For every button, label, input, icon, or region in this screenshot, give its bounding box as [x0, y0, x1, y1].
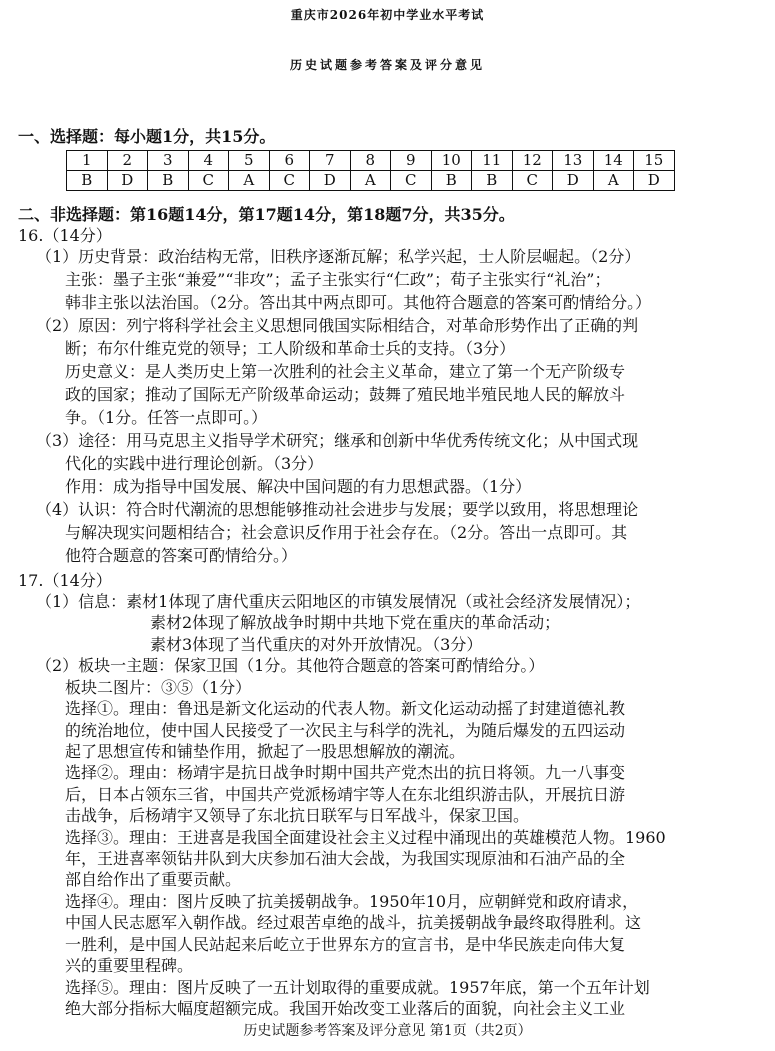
answer-line: 素材3体现了当代重庆的对外开放情况。（3分） [150, 634, 483, 654]
question-number: 5 [229, 151, 270, 171]
answer-line: 一胜利，是中国人民站起来后屹立于世界东方的宣言书，是中华民族走向伟大复 [65, 934, 626, 954]
answer-cell: D [310, 171, 351, 191]
question-number: 11 [472, 151, 513, 171]
answer-line: 主张：墨子主张“兼爱”“非攻”；孟子主张实行“仁政”；荀子主张实行“礼治”； [65, 270, 611, 289]
answer-cell: A [229, 171, 270, 191]
question-number: 4 [188, 151, 229, 171]
answer-line: 争。（1分。任答一点即可。） [65, 408, 268, 427]
answer-line: 断；布尔什维克党的领导；工人阶级和革命士兵的支持。（3分） [65, 339, 516, 358]
answer-cell: A [350, 171, 391, 191]
answer-line: 选择③。理由：王进喜是我国全面建设社会主义过程中涌现出的英雄模范人物。1960 [65, 827, 666, 847]
answer-cell: C [269, 171, 310, 191]
answer-line: 选择②。理由：杨靖宇是抗日战争时期中国共产党杰出的抗日将领。九一八事变 [65, 763, 626, 783]
question-number: 1 [67, 151, 108, 171]
answer-line: 兴的重要里程碑。 [65, 956, 194, 976]
question-number: 9 [391, 151, 432, 171]
answer-line: 年，王进喜率领钻井队到大庆参加石油大会战，为我国实现原油和石油产品的全 [65, 849, 626, 869]
question-number-row [67, 151, 675, 171]
answer-line: （4）认识：符合时代潮流的思想能够推动社会进步与发展；要学以致用，将思想理论 [36, 500, 639, 519]
answer-cell: C [512, 171, 553, 191]
answer-line: 历史意义：是人类历史上第一次胜利的社会主义革命，建立了第一个无产阶级专 [65, 362, 626, 381]
question-17-header: 17.（14分） [18, 571, 112, 590]
answer-line: 代化的实践中进行理论创新。（3分） [65, 454, 324, 473]
answer-cell: D [634, 171, 675, 191]
question-16-header: 16.（14分） [18, 226, 112, 245]
answer-cell: B [148, 171, 189, 191]
section-two-heading: 二、非选择题：第16题14分，第17题14分，第18题7分，共35分。 [18, 205, 515, 224]
answer-line: （2）原因：列宁将科学社会主义思想同俄国实际相结合，对革命形势作出了正确的判 [36, 316, 639, 335]
answer-cell: A [593, 171, 634, 191]
question-number: 13 [553, 151, 594, 171]
answer-cell: C [188, 171, 229, 191]
answer-line: 中国人民志愿军入朝作战。经过艰苦卓绝的战斗，抗美援朝战争最终取得胜利。这 [65, 913, 642, 933]
question-number: 6 [269, 151, 310, 171]
answer-cell: D [107, 171, 148, 191]
answer-cell: D [553, 171, 594, 191]
answer-line: （2）板块一主题：保家卫国（1分。其他符合题意的答案可酌情给分。） [36, 656, 545, 676]
answer-line: 素材2体现了解放战争时期中共地下党在重庆的革命活动； [150, 613, 561, 633]
answer-line: 起了思想宣传和铺垫作用，掀起了一股思想解放的潮流。 [65, 741, 466, 761]
answer-line: 绝大部分指标大幅度超额完成。我国开始改变工业落后的面貌，向社会主义工业 [65, 999, 626, 1018]
answer-line: 选择⑤。理由：图片反映了一五计划取得的重要成就。1957年底，第一个五年计划 [65, 977, 650, 997]
answer-cell: C [391, 171, 432, 191]
answer-cell: B [472, 171, 513, 191]
question-number: 2 [107, 151, 148, 171]
question-number: 14 [593, 151, 634, 171]
question-number: 3 [148, 151, 189, 171]
answer-line: 与解决现实问题相结合；社会意识反作用于社会存在。（2分。答出一点即可。其 [65, 523, 628, 542]
answer-line: （3）途径：用马克思主义指导学术研究；继承和创新中华优秀传统文化；从中国式现 [36, 431, 639, 450]
page-footer: 历史试题参考答案及评分意见 第1页（共2页） [243, 1023, 532, 1039]
answer-line: 选择①。理由：鲁迅是新文化运动的代表人物。新文化运动动摇了封建道德礼教 [65, 699, 626, 719]
answer-cell: B [67, 171, 108, 191]
document-title: 历史试题参考答案及评分意见 [289, 58, 485, 72]
answer-line: （1）历史背景：政治结构无常，旧秩序逐渐瓦解；私学兴起，士人阶层崛起。（2分） [36, 247, 641, 266]
exam-title: 重庆市2026年初中学业水平考试 [290, 8, 485, 22]
answer-line: 作用：成为指导中国发展、解决中国问题的有力思想武器。（1分） [65, 477, 532, 496]
answer-line: 他符合题意的答案可酌情给分。） [65, 546, 298, 565]
answer-line: 后，日本占领东三省，中国共产党派杨靖宇等人在东北组织游击队，开展抗日游 [65, 784, 626, 804]
question-number: 15 [634, 151, 675, 171]
section-one-heading: 一、选择题：每小题1分，共15分。 [18, 127, 276, 146]
answer-cell: B [431, 171, 472, 191]
answer-line: （1）信息：素材1体现了唐代重庆云阳地区的市镇发展情况（或社会经济发展情况）； [36, 592, 641, 611]
question-number: 12 [512, 151, 553, 171]
answer-line: 韩非主张以法治国。（2分。答出其中两点即可。其他符合题意的答案可酌情给分。） [65, 293, 652, 312]
choice-answer-table [66, 150, 675, 191]
question-number: 8 [350, 151, 391, 171]
answer-line: 的统治地位，使中国人民接受了一次民主与科学的洗礼，为随后爆发的五四运动 [65, 720, 626, 740]
answer-line: 击战争，后杨靖宇又领导了东北抗日联军与日军战斗，保家卫国。 [65, 806, 530, 826]
answer-line: 部自给作出了重要贡献。 [65, 870, 242, 890]
question-number: 10 [431, 151, 472, 171]
answer-line: 选择④。理由：图片反映了抗美援朝战争。1950年10月，应朝鲜党和政府请求， [65, 891, 639, 911]
answer-line: 板块二图片：③⑤（1分） [65, 677, 252, 697]
answer-line: 政的国家；推动了国际无产阶级革命运动；鼓舞了殖民地半殖民地人民的解放斗 [65, 385, 626, 404]
answer-row [67, 171, 675, 191]
question-number: 7 [310, 151, 351, 171]
